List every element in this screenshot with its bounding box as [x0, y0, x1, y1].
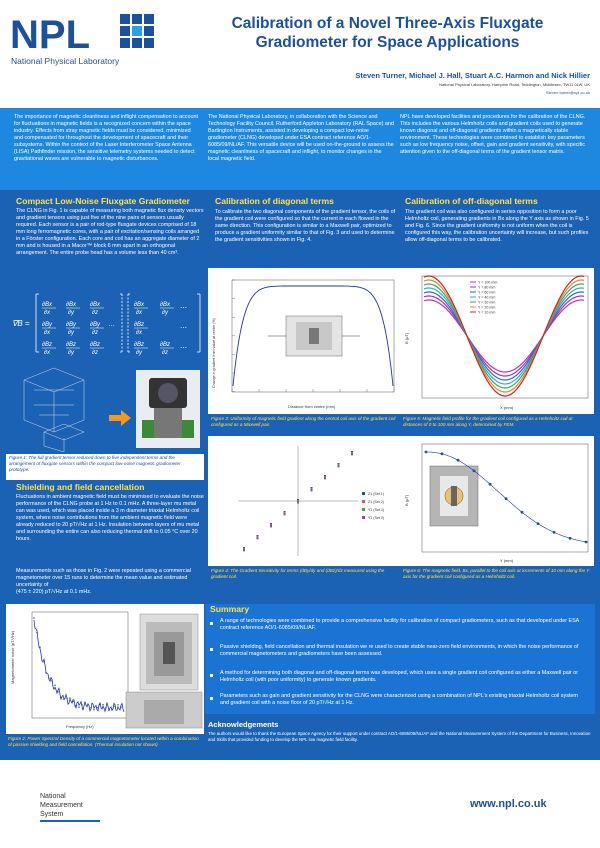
- fig2-panel: [6, 604, 204, 734]
- legend-swatch: [362, 492, 365, 495]
- text-diagonal: To calibrate the two diagonal components of the gradient tensor, the coils of the gradient coil were configured so that the current in each flowed in the same direction. This configuration is similar to a Maxwell pair, optimized to produce a gradient uniformity similar to that of Fig. 3 and used to determine the gradient sensitivities shown in Fig. 4.: [215, 209, 396, 243]
- sensitivity-point: [270, 525, 272, 527]
- helmholtz-coil-illustration: [430, 466, 478, 526]
- nms-line-2: Measurement: [40, 802, 83, 809]
- tensor-term: ∂x: [44, 330, 50, 336]
- gradient-tensor-equation: [10, 286, 205, 358]
- field-point: [569, 537, 572, 540]
- author-email: Steven.turner@npl.co.uk: [545, 90, 590, 95]
- ellipsis: ⋯: [180, 305, 187, 312]
- fig5-caption: Figure 5: Magnetic field profile for the gradient coil configured as a Helmholtz coil at distances of 0 to 100 mm along Y, determined by FEM.: [403, 416, 573, 427]
- field-point: [425, 451, 428, 454]
- tensor-term: ∂z: [162, 350, 168, 356]
- sensitivity-point: [338, 465, 340, 467]
- fig3-caption: Figure 3: Uniformity of magnetic field gradient along the central coil axis of the gradient coil configured as a Maxwell pair.: [211, 416, 396, 427]
- noise-point: [39, 647, 40, 648]
- noise-point: [69, 697, 70, 698]
- tensor-term: ∂By: [90, 322, 100, 328]
- field-point: [489, 483, 492, 486]
- tensor-term: ∂y: [68, 330, 74, 336]
- noise-point: [45, 672, 46, 673]
- ellipsis: …: [108, 321, 115, 328]
- tensor-term: ∂Bz: [134, 322, 144, 328]
- tensor-term: ∂y: [162, 310, 168, 316]
- noise-point: [78, 706, 79, 707]
- noise-point: [93, 709, 94, 710]
- text-measurement-value: (475 ± 220) pT/√Hz at 0.1 mHz.: [16, 589, 92, 595]
- summary-bullet-icon: [210, 648, 213, 651]
- legend-label: Y = 60 mm: [478, 290, 496, 295]
- fig5-panel: [400, 268, 594, 414]
- summary-bullet-icon: [210, 622, 213, 625]
- text-measurements: Measurements such as those in Fig. 2 were repeated using a commercial magnetometer over 15 runs to determine the mean value and estimated uncertainty of: [16, 568, 191, 588]
- acknowledgements-text: The authors would like to thank the European Space Agency for their support under contract AO/1-6085/09/NL/AF and the National Measurement System of the Department for Business, Innovation and Skills that provided funding to develop the NPL low magnetic field facility.: [208, 731, 591, 742]
- sensitivity-point: [284, 513, 286, 515]
- noise-point: [33, 617, 34, 618]
- tensor-term: ∂x: [44, 350, 50, 356]
- fig2-ylabel: Magnetometer noise (pT/√Hz): [10, 630, 15, 684]
- fig5-field-profile-chart: [400, 268, 594, 414]
- logo-mark-icon: [120, 14, 154, 48]
- npl-logo: [8, 8, 178, 68]
- footer-url: www.npl.co.uk: [470, 798, 547, 810]
- legend-label: Y = 10 mm: [478, 310, 496, 315]
- noise-point: [120, 706, 121, 707]
- tensor-term: ∂x: [136, 330, 142, 336]
- noise-point: [87, 704, 88, 705]
- affiliation: National Physical Laboratory, Hampton Road, Teddington, Middlesex, TW11 0LW, UK: [439, 82, 590, 87]
- field-point: [537, 522, 540, 525]
- sensitivity-point: [324, 477, 326, 479]
- legend-label: Y1 (Set 2): [368, 516, 385, 520]
- legend-label: Y = 20 mm: [478, 305, 496, 310]
- field-point: [457, 459, 460, 462]
- tensor-term: ∂Bx: [90, 302, 100, 308]
- heading-diagonal: Calibration of diagonal terms: [215, 196, 334, 206]
- tensor-term: ∂By: [66, 322, 76, 328]
- tensor-term: ∂z: [92, 350, 98, 356]
- heading-shielding: Shielding and field cancellation: [16, 482, 145, 492]
- heading-off-diagonal: Calibration of off-diagonal terms: [405, 196, 538, 206]
- summary-bullet-icon: [210, 697, 213, 700]
- field-point: [585, 541, 588, 544]
- summary-item-3: A method for determining both diagonal and off-diagonal terms was developed, which uses a single gradient coil configured as either a Maxwell pair or Helmholtz coil (with poor uniformity) to generate known gradients.: [220, 670, 578, 683]
- noise-point: [102, 704, 103, 705]
- logo-text: NPL: [10, 13, 90, 57]
- noise-point: [72, 701, 73, 702]
- noise-point: [60, 697, 61, 698]
- noise-point: [114, 706, 115, 707]
- noise-point: [105, 707, 106, 708]
- nms-logo: [40, 792, 83, 819]
- intro-col-3: NPL have developed facilities and procedures for the calibration of the CLNG. This includes the various Helmholtz coils and gradient coils used to generate known diagonal and off-diagonal gradients within a magnetically stable environment. These technologies were combined to establish key parameters such as low frequency noise, offset, gain and gradient sensitivity, with specific attention given to the off-diagonal terms of the gradient tensor matrix.: [400, 114, 586, 155]
- fig6-panel: [400, 436, 594, 566]
- noise-point: [57, 691, 58, 692]
- fig3-xlabel: Distance from centre (mm): [288, 404, 336, 409]
- tensor-term: ∂z: [92, 330, 98, 336]
- fig3-ylabel: Change in gradient from value at centre (%): [212, 318, 216, 388]
- intro-col-2: The National Physical Laboratory, in collaboration with the Science and Technology Facility Council, Rutherford Appleton Laboratory (RAL Space) and Bartington Instruments, assisted in developing a compact low-noise gradiometer (CLNG) developed under ESA contract reference AO/1-6085/09/NL/AF. This versatile device will be used on-the-ground to assess the magnetic cleanliness of spacecraft and inflight, to monitor changes in the local magnetic field.: [208, 114, 394, 162]
- summary-bullet-icon: [210, 674, 213, 677]
- tensor-term: ∂Bz: [160, 342, 170, 348]
- heading-compact-gradiometer: Compact Low-Noise Fluxgate Gradiometer: [16, 196, 190, 206]
- field-point: [521, 511, 524, 514]
- tensor-term: ∂Bx: [66, 302, 76, 308]
- noise-point: [63, 699, 64, 700]
- fig4-caption: Figure 4: The Gradient Sensitivity for terms (dBy/dy and (dBz)/dz measured using the gradient coil.: [211, 568, 385, 579]
- tensor-term: ∂Bx: [42, 302, 52, 308]
- fig4-panel: [208, 436, 402, 566]
- legend-label: Y1 (Set 1): [368, 508, 385, 512]
- fig4-sensitivity-chart: [208, 436, 402, 566]
- ellipsis: ⋯: [180, 325, 187, 332]
- noise-point: [36, 632, 37, 633]
- fig5-ylabel: B (µT): [404, 332, 409, 344]
- fig6-xlabel: Y (mm): [500, 558, 514, 563]
- tensor-term: ∂x: [136, 310, 142, 316]
- nms-line-1: National: [40, 793, 66, 800]
- legend-label: Y = 40 mm: [478, 295, 496, 300]
- noise-point: [54, 685, 55, 686]
- noise-point: [99, 704, 100, 705]
- intro-col-1: The importance of magnetic cleanliness and inflight compensation to account for fluctuations in magnetic fields is a recognized concern within the space industry. Effects from stray magnetic fields must be considered, minimized and compensated for throughout the development of spacecraft and their subsystems. Within the context of the Laser Interferometer Space Antenna (LISA) Pathfinder mission, the sensitive telemetry systems needed to detect gravitational waves are vulnerable to magnetic disturbances.: [14, 114, 198, 162]
- noise-point: [81, 704, 82, 705]
- text-compact-gradiometer: The CLNG in Fig. 1 is capable of measuring both magnetic flux density vectors and gradient tensors using just five of the nine pairs of sensors usually required. Each sensor is a pair of rod-type fluxgate devices comprised of 18 mm long ferromagnetic cores, with a pair of excitation/sensing coils arranged in a Förster configuration. Each core and coil has an aggregate diameter of 2 mm and is housed in a Macor™ block 6 mm apart in an orthogonal arrangement. The entire probe head has a volume less than 40 cm³.: [16, 208, 204, 256]
- fig5-xlabel: X (mm): [500, 405, 514, 410]
- sensitivity-point: [311, 489, 313, 491]
- sensitivity-point: [257, 537, 259, 539]
- tensor-cells: [42, 301, 187, 356]
- nms-line-3: System: [40, 811, 64, 818]
- noise-point: [48, 678, 49, 679]
- fig1-caption: Figure 1: The full gradient tensor reduced down to five independent terms and the arrangement of fluxgate sensors within the compact low-noise magnetic gradiometer prototype.: [9, 455, 181, 472]
- summary-item-2: Passive shielding, field cancellation and thermal insulation we re used to create stable near-zero field environments, in which the noise performance of commercial magnetometers and gradiometers have been assessed.: [220, 644, 579, 657]
- tensor-term: ∂y: [68, 310, 74, 316]
- poster-title: [185, 14, 590, 52]
- authors: Steven Turner, Michael J. Hall, Stuart A.C. Harmon and Nick Hillier: [355, 71, 590, 80]
- summary-item-1: A range of technologies were combined to provide a comprehensive facility for calibration of compact gradiometers, such as that developed under ESA contract reference AO/1-6085/09/NL/AF.: [220, 618, 579, 631]
- svg-text:∇B =: ∇B =: [12, 319, 30, 328]
- title-line-1: Calibration of a Novel Three-Axis Fluxgate: [231, 15, 544, 32]
- acknowledgements-title: Acknowledgements: [208, 720, 279, 729]
- tensor-term: ∂y: [68, 350, 74, 356]
- noise-point: [42, 661, 43, 662]
- legend-label: Z1 (Set 2): [368, 500, 384, 504]
- legend-swatch: [362, 516, 365, 519]
- field-point: [553, 531, 556, 534]
- legend-swatch: [362, 508, 365, 511]
- fig6-field-chart: [400, 436, 594, 566]
- fig6-ylabel: B (µT): [404, 494, 409, 506]
- nms-bar-icon: [40, 820, 100, 822]
- tensor-term: ∂By: [42, 322, 52, 328]
- logo-subtitle: National Physical Laboratory: [11, 56, 120, 66]
- probe-photo: [136, 370, 200, 448]
- fig2-xlabel: Frequency (Hz): [66, 724, 94, 729]
- noise-point: [66, 698, 67, 699]
- mu-metal-can-illustration: [126, 614, 202, 728]
- fig3-uniformity-chart: [208, 268, 402, 414]
- field-point: [473, 469, 476, 472]
- tensor-term: ∂Bx: [160, 302, 170, 308]
- noise-point: [96, 707, 97, 708]
- summary-item-4: Parameters such as gain and gradient sensitivity for the CLNG were characterized using a combination of NPL's existing triaxial Helmholtz coil system and gradient coil with a noise floor of 20 pT/√Hz at 1 Hz.: [220, 693, 578, 706]
- sensitivity-point: [351, 453, 353, 455]
- fig1-diagrams: [14, 360, 204, 452]
- tensor-term: ∂x: [44, 310, 50, 316]
- noise-point: [108, 710, 109, 711]
- intro-band: [0, 108, 600, 190]
- fig3-panel: [208, 268, 402, 414]
- fig2-caption: Figure 2: Power Spectral Density of a commercial magnetometer located within a combination of passive shielding and field cancellation. (Thermal insulation not shown): [8, 736, 199, 747]
- noise-point: [75, 705, 76, 706]
- text-shielding: Fluctuations in ambient magnetic field must be minimised to evaluate the noise performance of the CLNG probe at 1 Hz to 0.1 mHz. A three-layer mu metal can was used, which was placed inside a 3 m diameter triaxial Helmholtz coil system, where noise contributions from the ambient magnetic field were already reduced to 20 pT/√Hz at 1 Hz. Insulation between layers of mu metal and surrounding the entire can also reducing thermal drift to 0.05 °C over 20 hours.: [16, 494, 204, 542]
- noise-point: [84, 702, 85, 703]
- noise-point: [117, 704, 118, 705]
- summary-title: Summary: [210, 604, 250, 614]
- legend-label: Y = 30 mm: [478, 300, 496, 305]
- tensor-term: ∂Bz: [134, 342, 144, 348]
- text-off-diagonal: The gradient coil was also configured in series opposition to form a poor Helmholtz coil, generating gradients in Bx along the Y axis as shown in Fig. 5 and Fig. 6. Since the gradient uniformity is not uniform when the coil is configured this way, the calibration uncertainty will increase, but such profiles allow off-diagonal terms to be calibrated.: [405, 209, 589, 243]
- tensor-term: ∂Bx: [134, 302, 144, 308]
- fig4-legend: [362, 492, 384, 520]
- field-point: [441, 452, 444, 455]
- ellipsis: ⋯: [180, 345, 187, 352]
- noise-point: [111, 709, 112, 710]
- tensor-term: ∂Bz: [90, 342, 100, 348]
- field-point: [505, 497, 508, 500]
- fig2-psd-chart: [6, 604, 204, 734]
- legend-label: Z1 (Set 1): [368, 492, 384, 496]
- legend-label: Y = 100 mm: [478, 280, 498, 285]
- tensor-term: ∂Bz: [42, 342, 52, 348]
- sensitivity-point: [243, 549, 245, 551]
- sensitivity-point: [297, 501, 299, 503]
- noise-point: [51, 680, 52, 681]
- legend-label: Y = 80 mm: [478, 285, 496, 290]
- tensor-term: ∂z: [92, 310, 98, 316]
- tensor-term: ∂Bz: [66, 342, 76, 348]
- fig6-caption: Figure 6: The magnetic field, Bx, parallel to the coil axis at increments of 10 mm along the Y axis for the gradient coil configured as a Helmholtz coil.: [403, 568, 590, 579]
- legend-swatch: [362, 500, 365, 503]
- noise-point: [90, 707, 91, 708]
- title-line-2: Gradiometer for Space Applications: [255, 34, 520, 51]
- tensor-term: ∂y: [136, 350, 142, 356]
